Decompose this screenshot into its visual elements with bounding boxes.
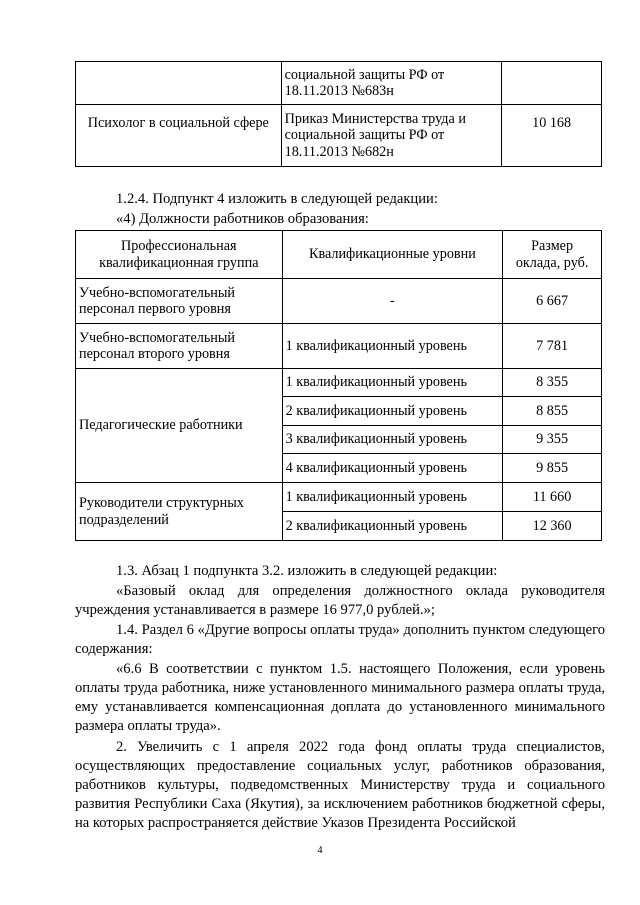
paragraph-1-3-quote: «Базовый оклад для определения должностного оклада руководителя учреждения устанавливается в размере 16 977,0 рублей.»; <box>75 583 605 618</box>
table-row <box>76 62 602 105</box>
salary-cell: 11 660 <box>503 483 602 512</box>
group-line: Учебно-вспомогательный <box>79 329 236 346</box>
level-cell: 2 квалификационный уровень <box>282 397 503 426</box>
education-salary-table <box>75 230 602 541</box>
group-cell <box>76 324 283 369</box>
item-1-2-4-quote: «4) Должности работников образования: <box>116 211 369 227</box>
header-line: Размер <box>531 238 574 254</box>
doc-line: 18.11.2013 №682н <box>284 143 394 160</box>
salary-cell <box>502 62 602 105</box>
header-salary <box>503 231 602 279</box>
header-line: квалификационная группа <box>99 254 259 271</box>
doc-line: Приказ Министерства труда и <box>284 110 466 127</box>
group-line: Руководители структурных <box>79 495 244 511</box>
level-cell: 3 квалификационный уровень <box>282 426 503 454</box>
doc-line: социальной защиты РФ от <box>284 66 445 83</box>
paragraph-1-4-quote: «6.6 В соответствии с пунктом 1.5. настоящего Положения, если уровень оплаты труда работника, ниже установленного минимального размера оплаты труда, ему устанавливается компенсационная доплата до установленного минимального размера оплаты труда». <box>75 661 605 734</box>
group-line: подразделений <box>79 511 169 528</box>
group-line: Учебно-вспомогательный <box>79 284 236 301</box>
paragraph-1-4: 1.4. Раздел 6 «Другие вопросы оплаты труда» дополнить пунктом следующего содержания: <box>75 622 605 657</box>
page-number: 4 <box>317 845 323 856</box>
header-line: Профессиональная <box>121 238 237 254</box>
salary-cell: 8 355 <box>503 369 602 397</box>
table-row <box>76 369 602 397</box>
group-cell <box>76 62 282 105</box>
group-line: персонал второго уровня <box>79 346 230 362</box>
level-cell: - <box>282 279 503 324</box>
table-row <box>76 105 602 167</box>
salary-cell: 7 781 <box>503 324 602 369</box>
salary-cell: 8 855 <box>503 397 602 426</box>
table-row <box>76 483 602 512</box>
level-cell: 1 квалификационный уровень <box>282 324 503 369</box>
paragraph-2: 2. Увеличить с 1 апреля 2022 года фонд оплаты труда специалистов, осуществляющих предоставление социальных услуг, работников образования, работников культуры, подведомственных Министерству труда и социального развития Республики Саха (Якутия), за исключением работников бюджетной сферы, на которых распространяется действие Указов Президента Российской <box>75 739 605 831</box>
level-cell: 4 квалификационный уровень <box>282 454 503 483</box>
table-row <box>76 324 602 369</box>
salary-cell: 6 667 <box>503 279 602 324</box>
header-line: оклада, руб. <box>515 254 589 271</box>
table-row <box>76 279 602 324</box>
salary-cell: 10 168 <box>502 105 602 167</box>
level-cell: 2 квалификационный уровень <box>282 512 503 541</box>
level-cell: 1 квалификационный уровень <box>282 483 503 512</box>
salary-cell: 9 855 <box>503 454 602 483</box>
table-header-row <box>76 231 602 279</box>
salary-cell: 12 360 <box>503 512 602 541</box>
level-cell: 1 квалификационный уровень <box>282 369 503 397</box>
item-1-2-4: 1.2.4. Подпункт 4 изложить в следующей редакции: <box>116 191 438 207</box>
paragraph-1-3: 1.3. Абзац 1 подпункта 3.2. изложить в следующей редакции: <box>116 563 498 579</box>
salary-cell: 9 355 <box>503 426 602 454</box>
group-cell: Психолог в социальной сфере <box>76 105 282 167</box>
group-cell <box>76 483 283 541</box>
header-level: Квалификационные уровни <box>282 231 503 279</box>
doc-line: социальной защиты РФ от <box>284 127 445 144</box>
doc-cell <box>281 62 502 105</box>
social-sphere-table <box>75 61 602 167</box>
header-group <box>76 231 283 279</box>
group-cell: Педагогические работники <box>76 369 283 483</box>
doc-cell <box>281 105 502 167</box>
doc-line: 18.11.2013 №683н <box>284 83 394 99</box>
group-cell <box>76 279 283 324</box>
group-line: персонал первого уровня <box>79 301 231 317</box>
